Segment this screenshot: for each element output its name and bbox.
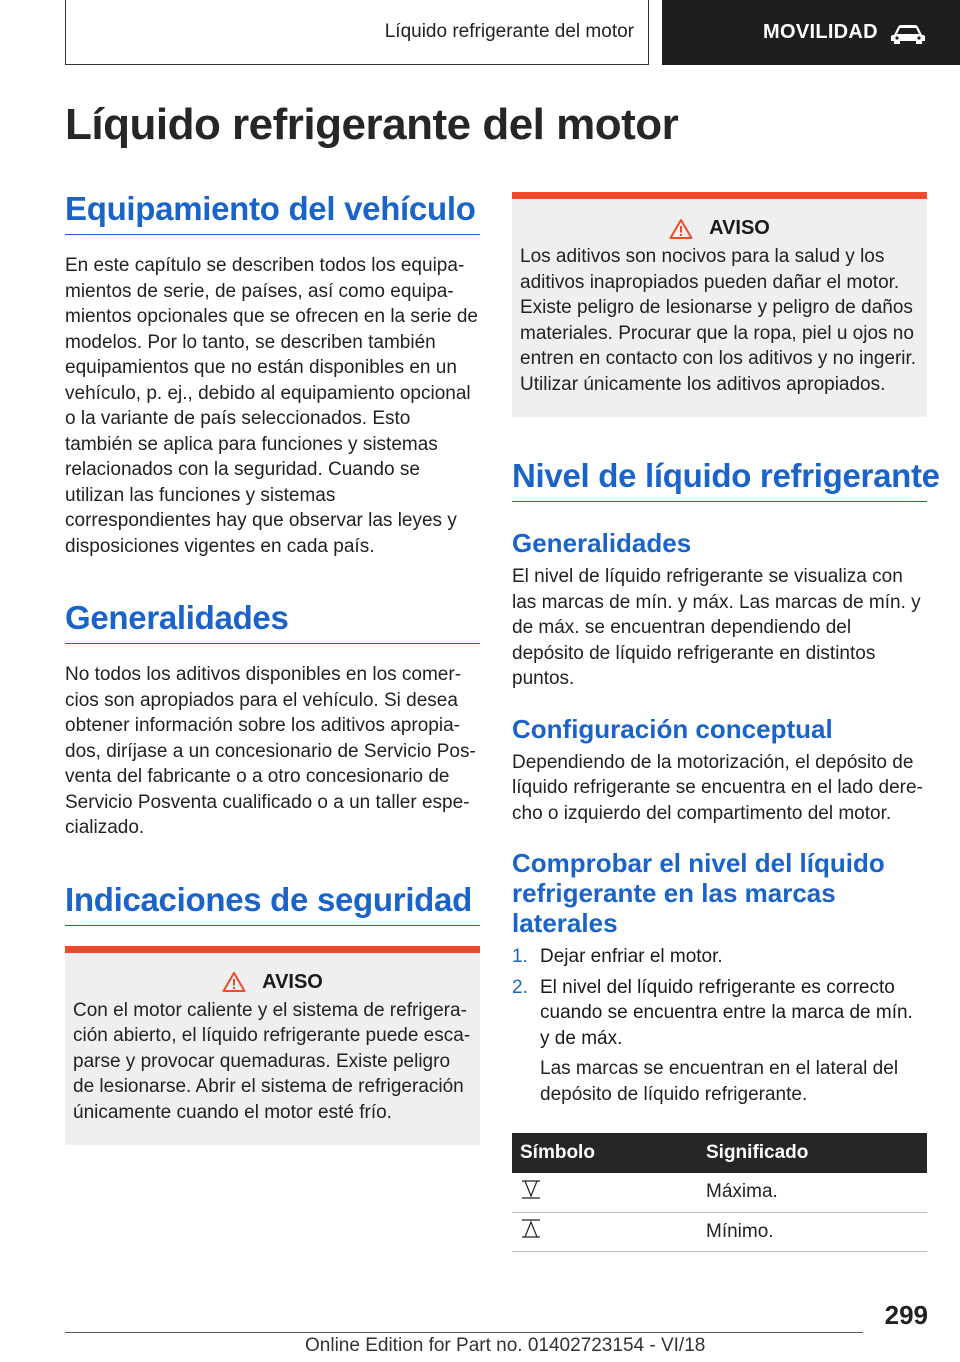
warning-box-aditivos — [512, 192, 927, 417]
subheading-generalidades: Generalidades — [512, 528, 692, 558]
step-number: 1. — [512, 946, 528, 967]
table-cell-meaning: Mínimo. — [698, 1212, 927, 1251]
warning-triangle-icon — [669, 218, 693, 240]
step-text: El nivel del líquido refrigerante es correcto cuando se encuentra entre la marca de mín. y de máx. — [540, 976, 913, 1049]
left-column — [65, 190, 480, 1145]
header-chapter-box[interactable] — [662, 0, 960, 65]
table-header-meaning: Significado — [698, 1133, 927, 1173]
warning-text: Los aditivos son nocivos para la salud y los aditivos inapropiados pueden dañar el motor. Existe peligro de lesionarse y peligro de daños materiales. Procurar que la ropa, piel u ojos no entren en contacto con los aditivos y no ingerir. Utilizar únicamente los aditivos apropiados. — [520, 246, 917, 395]
footer-edition: Online Edition for Part no. 01402723154 - VI/18 — [305, 1335, 706, 1356]
list-item — [512, 975, 927, 1052]
page-number: 299 — [884, 1300, 928, 1330]
table-header-row — [512, 1133, 927, 1173]
text-equipamiento: En este capítulo se describen todos los equipamientos de serie, de países, así como equipamientos opcionales que se ofrecen en la serie de modelos. Por lo tanto, se describen también equipamientos que no están disponibles en un vehículo, p. ej., debido al equipamiento opcional o la variante de país seleccionados. Esto también se aplica para funciones y sistemas relacionados con la seguridad. Cuando se utilizan las funciones y sistemas correspondientes hay que observar las leyes y disposiciones vigentes en cada país. — [65, 255, 478, 557]
table-cell-symbol — [512, 1173, 698, 1212]
step-note: Las marcas se encuentran en el lateral del depósito de líquido refrigerante. — [540, 1058, 899, 1105]
warning-label: AVISO — [262, 970, 323, 993]
page-title: Líquido refrigerante del motor — [65, 100, 679, 149]
symbol-table — [512, 1133, 927, 1252]
car-icon — [890, 22, 926, 44]
heading-equipamiento: Equipamiento del vehículo — [65, 190, 480, 235]
subheading-configuracion: Configuración conceptual — [512, 713, 833, 744]
warning-header — [520, 217, 919, 240]
step-number: 2. — [512, 976, 528, 998]
heading-nivel: Nivel de líquido refrigerante — [512, 457, 927, 502]
min-mark-icon — [520, 1218, 542, 1240]
text-configuracion: Dependiendo de la motorización, el depósito de líquido refrigerante se encuentra en el lado derecho o izquierdo del compartimento del motor. — [512, 751, 923, 824]
table-row — [512, 1173, 927, 1212]
heading-seguridad: Indicaciones de seguridad — [65, 881, 480, 926]
warning-box-seguridad — [65, 946, 480, 1146]
table-header-symbol: Símbolo — [512, 1133, 698, 1173]
warning-triangle-icon — [222, 971, 246, 993]
max-mark-icon — [520, 1178, 542, 1200]
warning-text: Con el motor caliente y el sistema de refrigeración abierto, el líquido refrigerante puede escaparse y provocar quemaduras. Existe peligro de lesionarse. Abrir el sistema de refrigeración únicamente cuando el motor esté frío. — [73, 999, 471, 1123]
subheading-comprobar: Comprobar el nivel del líquido refrigerante en las marcas laterales — [512, 848, 885, 938]
header-section-title: Líquido refrigerante del motor — [384, 21, 634, 42]
heading-generalidades: Generalidades — [65, 599, 480, 644]
warning-label: AVISO — [709, 217, 770, 239]
text-nivel-generalidades: El nivel de líquido refrigerante se visualiza con las marcas de mín. y máx. Las marcas de mín. y de máx. se encuentran dependiendo del depósito de líquido refrigerante en distintos puntos. — [512, 566, 921, 689]
table-row — [512, 1212, 927, 1251]
right-column — [512, 192, 940, 1252]
warning-header — [73, 971, 472, 994]
header-section-title-box — [65, 0, 649, 65]
footer-divider — [65, 1332, 863, 1333]
table-cell-symbol — [512, 1212, 698, 1251]
list-item — [512, 944, 927, 970]
text-generalidades: No todos los aditivos disponibles en los comercios son apropiados para el vehículo. Si desea obtener información sobre los aditivos apropiados, diríjase a un concesionario de Servicio Posventa del fabricante o a otro concesionario de Servicio Posventa cualificado o a un taller especializado. — [65, 664, 476, 838]
header-chapter: MOVILIDAD — [763, 21, 878, 43]
steps-list — [512, 944, 927, 1051]
step-text: Dejar enfriar el motor. — [540, 946, 723, 967]
table-cell-meaning: Máxima. — [698, 1173, 927, 1212]
